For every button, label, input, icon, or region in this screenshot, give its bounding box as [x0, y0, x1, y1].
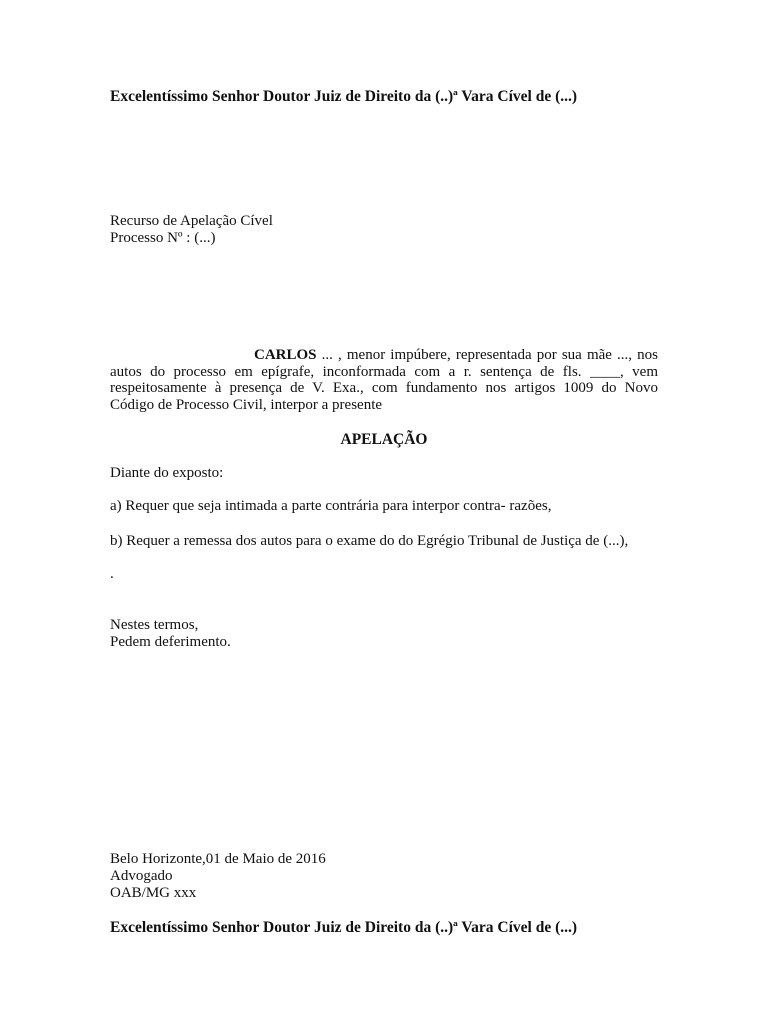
closing-line-1: Nestes termos,: [110, 617, 199, 633]
appeal-type: Recurso de Apelação Cível: [110, 213, 273, 229]
signer-role: Advogado: [110, 868, 173, 884]
intro-line-1: [110, 347, 658, 364]
intro-paragraph: [110, 347, 658, 413]
signature-block: [110, 851, 658, 902]
lead-text: Diante do exposto:: [110, 465, 224, 481]
intro-line-4: Código de Processo Civil, interpor a presente: [110, 396, 383, 413]
court-heading: Excelentíssimo Senhor Doutor Juiz de Direito da (..)ª Vara Cível de (...): [110, 88, 578, 105]
court-heading-repeat: Excelentíssimo Senhor Doutor Juiz de Direito da (..)ª Vara Cível de (...): [110, 919, 578, 936]
process-number: Processo Nº : (...): [110, 230, 216, 246]
dot-mark: .: [110, 566, 114, 582]
case-info: [110, 213, 658, 247]
closing-line-2: Pedem deferimento.: [110, 634, 231, 650]
closing: [110, 617, 658, 651]
request-a: a) Requer que seja intimada a parte contrária para interpor contra- razões,: [110, 498, 552, 514]
oab-number: OAB/MG xxx: [110, 885, 197, 901]
document-title: APELAÇÃO: [340, 431, 428, 448]
party-name: CARLOS: [254, 347, 317, 363]
intro-line-1-text: ... , menor impúbere, representada por sua mãe ..., nos: [316, 347, 658, 363]
intro-line-2: autos do processo em epígrafe, inconformada com a r. sentença de fls. ____, vem: [110, 363, 658, 380]
intro-line-3: respeitosamente à presença de V. Exa., com fundamento nos artigos 1009 do Novo: [110, 380, 658, 396]
request-b: b) Requer a remessa dos autos para o exame do do Egrégio Tribunal de Justiça de (...),: [110, 533, 629, 549]
place-date: Belo Horizonte,01 de Maio de 2016: [110, 851, 326, 867]
